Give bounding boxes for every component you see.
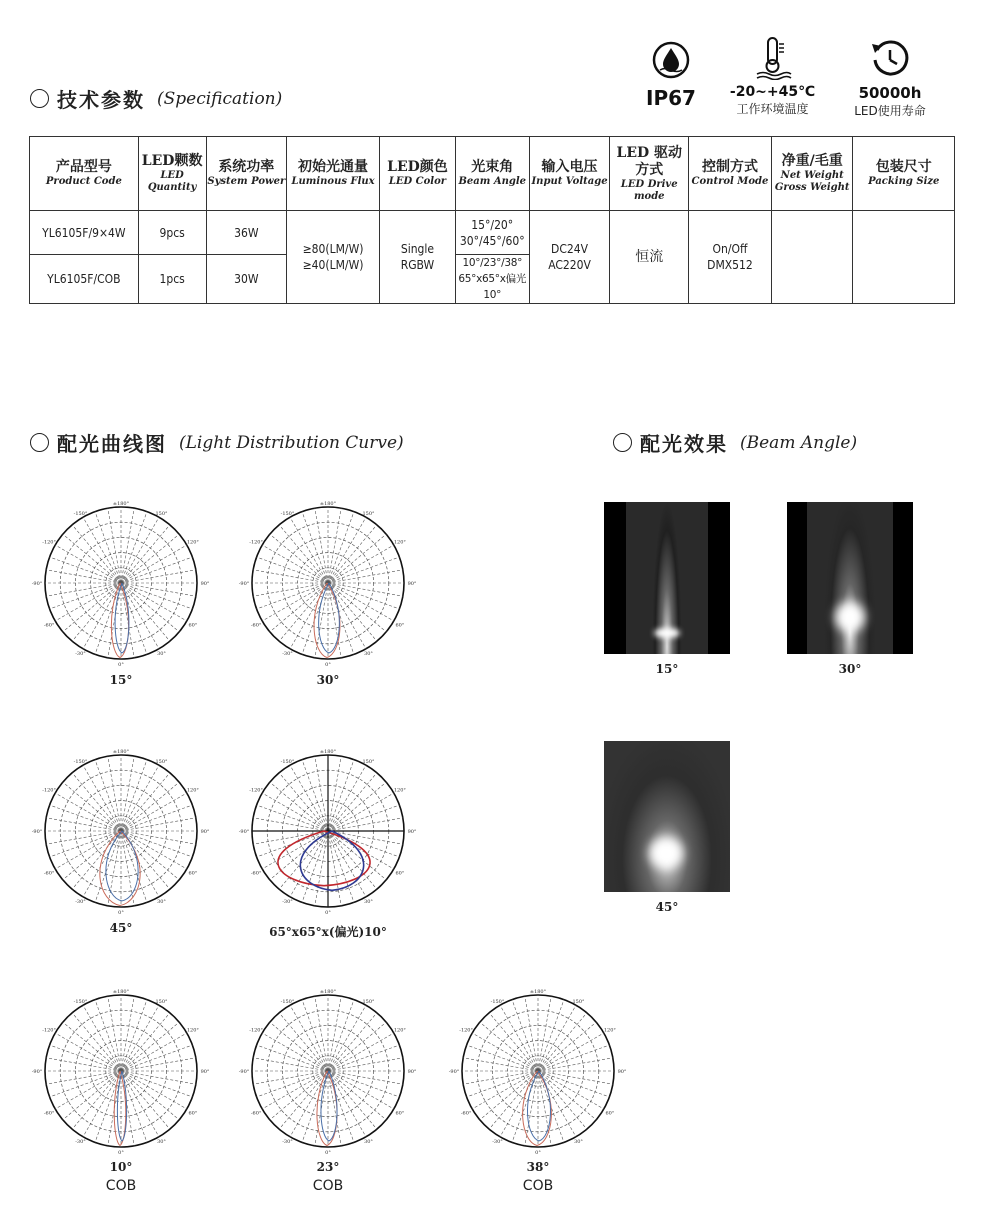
polar-angle-label: -120° xyxy=(249,787,263,794)
polar-angle-label: ±180° xyxy=(112,501,130,507)
polar-angle-label: 150° xyxy=(155,758,168,765)
spec-title-en: (Specification) xyxy=(157,88,283,109)
lifetime-badge xyxy=(840,38,940,119)
temperature-range: -20~+45℃ xyxy=(729,84,816,100)
polar-angle-label: -90° xyxy=(31,1069,43,1075)
polar-angle-label: 120° xyxy=(603,1027,616,1034)
circle-bullet-icon xyxy=(30,433,49,452)
polar-angle-label: 150° xyxy=(155,510,168,517)
polar-angle-label: 60° xyxy=(188,1110,198,1117)
polar-angle-label: ±180° xyxy=(112,749,130,755)
circle-bullet-icon xyxy=(30,89,49,108)
water-drop-icon xyxy=(651,40,691,80)
polar-angle-label: 0° xyxy=(118,1150,124,1156)
polar-angle-label: ±180° xyxy=(112,989,130,995)
cell-voltage: DC24V AC220V xyxy=(529,211,610,304)
polar-angle-label: 0° xyxy=(325,1150,331,1156)
polar-angle-label: -30° xyxy=(75,899,86,906)
polar-diagram xyxy=(30,492,212,674)
cell-product-code: YL6105F/9×4W xyxy=(30,211,139,255)
polar-angle-label: -30° xyxy=(282,1139,293,1146)
polar-angle-label: 60° xyxy=(395,1110,405,1117)
polar-angle-label: -90° xyxy=(238,581,250,587)
cell-color: Single RGBW xyxy=(379,211,455,304)
cell-flux: ≥80(LM/W) ≥40(LM/W) xyxy=(287,211,380,304)
polar-angle-label: 150° xyxy=(362,998,375,1005)
polar-angle-label: -60° xyxy=(43,1110,55,1117)
polar-angle-label: 30° xyxy=(157,899,166,906)
polar-angle-label: 30° xyxy=(157,651,166,658)
polar-angle-label: ±180° xyxy=(319,989,337,995)
polar-angle-label: ±180° xyxy=(319,501,337,507)
curve-title-en: (Light Distribution Curve) xyxy=(179,432,404,453)
polar-angle-label: 120° xyxy=(393,787,406,794)
polar-angle-label: 150° xyxy=(362,510,375,517)
polar-angle-label: -60° xyxy=(250,622,262,629)
table-header-row xyxy=(30,137,955,211)
polar-diagram xyxy=(30,980,212,1162)
polar-angle-label: -120° xyxy=(249,1027,263,1034)
polar-angle-label: 120° xyxy=(393,1027,406,1034)
polar-angle-label: 0° xyxy=(325,910,331,916)
beam-caption-45: 45° xyxy=(655,900,679,914)
polar-angle-label: -60° xyxy=(250,1110,262,1117)
beam-image-15 xyxy=(604,502,730,654)
header-system-power: 系统功率 System Power xyxy=(206,137,287,211)
polar-diagram xyxy=(30,740,212,922)
polar-angle-label: 90° xyxy=(200,1069,210,1075)
lifetime-label: LED使用寿命 xyxy=(854,104,926,118)
cell-quantity: 1pcs xyxy=(138,255,206,304)
cell-power: 36W xyxy=(206,211,287,255)
clock-icon xyxy=(869,38,911,80)
polar-diagram xyxy=(447,980,629,1162)
polar-angle-label: 30° xyxy=(364,651,373,658)
cell-control: On/Off DMX512 xyxy=(689,211,772,304)
polar-angle-label: -120° xyxy=(42,787,56,794)
polar-angle-label: -30° xyxy=(75,1139,86,1146)
polar-angle-label: 30° xyxy=(157,1139,166,1146)
cell-weight xyxy=(771,211,853,304)
polar-angle-label: 120° xyxy=(186,787,199,794)
polar-angle-label: -90° xyxy=(448,1069,460,1075)
polar-angle-label: 0° xyxy=(325,662,331,668)
polar-angle-label: 60° xyxy=(395,870,405,877)
header-beam-angle: 光束角 Beam Angle xyxy=(455,137,529,211)
cell-beam-angle: 10°/23°/38° 65°x65°x偏光10° xyxy=(455,255,529,304)
polar-angle-label: -150° xyxy=(73,758,88,765)
polar-caption: 65°x65°x(偏光)10° xyxy=(269,925,387,939)
thermometer-icon xyxy=(751,36,795,80)
polar-angle-label: 150° xyxy=(155,998,168,1005)
polar-caption: 10° xyxy=(109,1160,133,1174)
polar-angle-label: -120° xyxy=(249,539,263,546)
polar-angle-label: ±180° xyxy=(529,989,547,995)
header-weight: 净重/毛重 Net Weight Gross Weight xyxy=(771,137,853,211)
polar-angle-label: -120° xyxy=(42,539,56,546)
polar-angle-label: -90° xyxy=(31,829,43,835)
polar-angle-label: -90° xyxy=(238,829,250,835)
spec-title-cn: 技术参数 xyxy=(57,88,145,112)
polar-angle-label: 0° xyxy=(535,1150,541,1156)
beam-image-30 xyxy=(787,502,913,654)
polar-angle-label: -30° xyxy=(282,899,293,906)
header-input-voltage: 输入电压 Input Voltage xyxy=(529,137,610,211)
polar-angle-label: -60° xyxy=(43,622,55,629)
polar-angle-label: -30° xyxy=(492,1139,503,1146)
polar-angle-label: 0° xyxy=(118,910,124,916)
polar-angle-label: 60° xyxy=(605,1110,615,1117)
beam-title-en: (Beam Angle) xyxy=(740,432,858,453)
beam-caption-30: 30° xyxy=(838,662,862,676)
polar-angle-label: -150° xyxy=(73,998,88,1005)
beam-section-title xyxy=(613,428,857,457)
polar-caption: 30° xyxy=(316,673,340,687)
polar-angle-label: -150° xyxy=(280,510,295,517)
cell-product-code: YL6105F/COB xyxy=(30,255,139,304)
header-control-mode: 控制方式 Control Mode xyxy=(689,137,772,211)
polar-angle-label: 90° xyxy=(617,1069,627,1075)
header-drive-mode: LED 驱动方式 LED Drive mode xyxy=(610,137,689,211)
curve-section-title xyxy=(30,428,404,457)
polar-angle-label: -60° xyxy=(43,870,55,877)
beam-image-45 xyxy=(604,741,730,892)
polar-angle-label: 60° xyxy=(188,870,198,877)
polar-caption: 38° xyxy=(526,1160,550,1174)
beam-title-cn: 配光效果 xyxy=(640,432,728,456)
header-packing-size: 包装尺寸 Packing Size xyxy=(853,137,955,211)
polar-angle-label: -30° xyxy=(282,651,293,658)
cell-packing xyxy=(853,211,955,304)
spec-section-title xyxy=(30,84,282,113)
polar-angle-label: -150° xyxy=(280,758,295,765)
polar-angle-label: 30° xyxy=(364,1139,373,1146)
polar-diagram xyxy=(237,980,419,1162)
polar-subcaption: COB xyxy=(522,1178,554,1194)
polar-diagram xyxy=(237,740,419,922)
polar-angle-label: ±180° xyxy=(319,749,337,755)
ip67-label: IP67 xyxy=(646,86,696,110)
polar-angle-label: 90° xyxy=(200,581,210,587)
polar-angle-label: 120° xyxy=(186,539,199,546)
polar-angle-label: 60° xyxy=(395,622,405,629)
temperature-label: 工作环境温度 xyxy=(736,102,809,116)
lifetime-value: 50000h xyxy=(858,84,922,102)
polar-caption: 23° xyxy=(316,1160,340,1174)
polar-angle-label: -60° xyxy=(460,1110,472,1117)
header-led-quantity: LED颗数 LED Quantity xyxy=(138,137,206,211)
polar-angle-label: 150° xyxy=(572,998,585,1005)
cell-beam-angle: 15°/20° 30°/45°/60° xyxy=(455,211,529,255)
circle-bullet-icon xyxy=(613,433,632,452)
beam-caption-15: 15° xyxy=(655,662,679,676)
polar-angle-label: 90° xyxy=(200,829,210,835)
polar-angle-label: 60° xyxy=(188,622,198,629)
polar-angle-label: -90° xyxy=(31,581,43,587)
polar-caption: 15° xyxy=(109,673,133,687)
table-row xyxy=(30,211,955,255)
cell-drive: 恒流 xyxy=(610,211,689,304)
polar-angle-label: 90° xyxy=(407,1069,417,1075)
header-product-code: 产品型号 Product Code xyxy=(30,137,139,211)
polar-caption: 45° xyxy=(109,921,133,935)
polar-angle-label: 120° xyxy=(186,1027,199,1034)
spec-table xyxy=(29,136,955,304)
polar-subcaption: COB xyxy=(312,1178,344,1194)
polar-angle-label: 0° xyxy=(118,662,124,668)
polar-angle-label: 150° xyxy=(362,758,375,765)
polar-angle-label: 120° xyxy=(393,539,406,546)
curve-title-cn: 配光曲线图 xyxy=(57,432,167,456)
temperature-badge xyxy=(725,36,820,117)
polar-angle-label: -120° xyxy=(459,1027,473,1034)
cell-power: 30W xyxy=(206,255,287,304)
polar-angle-label: -150° xyxy=(490,998,505,1005)
cell-quantity: 9pcs xyxy=(138,211,206,255)
polar-angle-label: -90° xyxy=(238,1069,250,1075)
ip67-badge xyxy=(640,40,702,110)
polar-angle-label: 90° xyxy=(407,829,417,835)
polar-angle-label: -150° xyxy=(73,510,88,517)
polar-angle-label: 30° xyxy=(364,899,373,906)
polar-subcaption: COB xyxy=(105,1178,137,1194)
polar-angle-label: -120° xyxy=(42,1027,56,1034)
polar-diagram xyxy=(237,492,419,674)
polar-angle-label: 90° xyxy=(407,581,417,587)
header-led-color: LED颜色 LED Color xyxy=(379,137,455,211)
header-luminous-flux: 初始光通量 Luminous Flux xyxy=(287,137,380,211)
polar-angle-label: 30° xyxy=(574,1139,583,1146)
polar-angle-label: -60° xyxy=(250,870,262,877)
polar-angle-label: -150° xyxy=(280,998,295,1005)
polar-angle-label: -30° xyxy=(75,651,86,658)
